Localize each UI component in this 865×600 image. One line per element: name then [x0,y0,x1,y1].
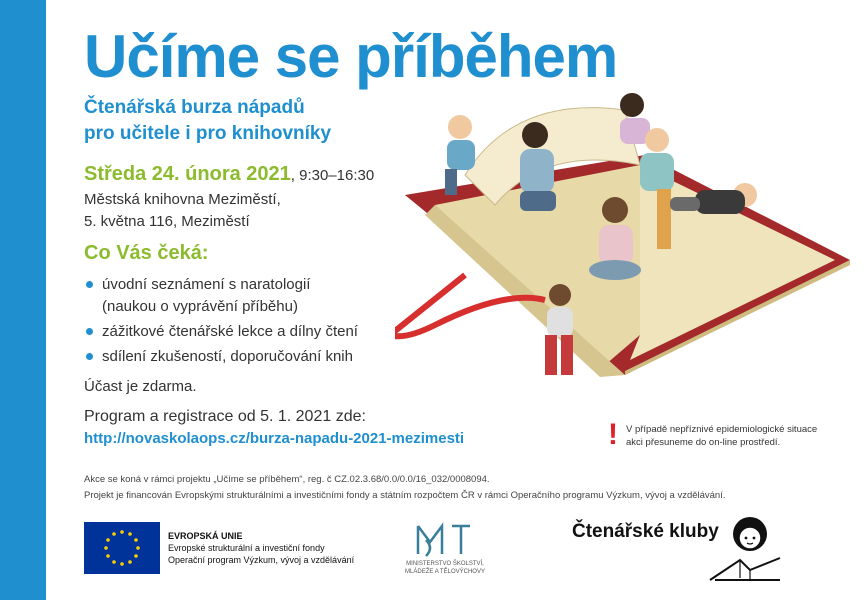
bullet-text: sdílení zkušeností, doporučování knih [102,348,353,365]
child-figure [445,115,475,195]
event-venue [84,189,281,233]
msmt-line-2: MLÁDEŽE A TĚLOVÝCHOVY [405,569,485,575]
eu-flag-logo [84,522,160,574]
eu-funds: Evropské strukturální a investiční fondy [168,543,325,553]
footer-line-1: Akce se koná v rámci projektu „Učíme se příběhem“, reg. č CZ.02.3.68/0.0/0.0/16_032/0008094. [84,474,490,485]
eu-name: EVROPSKÁ UNIE [168,531,243,541]
subtitle-line-1: Čtenářská burza nápadů [84,97,305,118]
event-date: Středa 24. února 2021 [84,163,291,185]
book-children-illustration [395,85,860,415]
bullet-text-continued: (naukou o vyprávění příběhu) [102,298,298,315]
poster-subtitle [84,95,331,147]
bullet-item [84,274,404,318]
epidemic-note-text [626,423,856,449]
reading-girl-icon [705,510,785,585]
eu-logo-text [168,530,354,566]
event-date-line [84,163,374,186]
note-line-2: akci přesuneme do on-line prostředí. [626,437,781,448]
eu-program: Operační program Výzkum, vývoj a vzdělávání [168,555,355,565]
program-bullet-list [84,274,404,371]
side-color-bar [0,0,46,600]
footer-line-2: Projekt je financován Evropskými strukturálními a investičními fondy a státním rozpočtem ČR v rámci Operačního programu Výzkum, vývoj a vzdělávání. [84,490,726,501]
msmt-line-1: MINISTERSTVO ŠKOLSTVÍ, [406,561,484,567]
reading-clubs-logo-text: Čtenářské kluby [572,521,719,542]
free-admission-note: Účast je zdarma. [84,378,197,395]
exclamation-icon: ! [608,418,618,451]
bullet-text: úvodní seznámení s naratologií [102,276,311,293]
venue-line-1: Městská knihovna Meziměstí, [84,191,281,208]
bullet-item [84,346,404,368]
bullet-dot-icon [86,328,93,335]
note-line-1: V případě nepříznivé epidemiologické situace [626,424,818,435]
bullet-item [84,321,404,343]
event-time: , 9:30–16:30 [290,167,375,184]
venue-line-2: 5. května 116, Meziměstí [84,213,250,230]
bullet-dot-icon [86,353,93,360]
msmt-caption [390,560,500,576]
poster-title: Učíme se příběhem [84,23,618,90]
registration-info: Program a registrace od 5. 1. 2021 zde: [84,408,366,425]
expect-heading: Co Vás čeká: [84,242,209,264]
subtitle-line-2: pro učitele i pro knihovníky [84,123,332,144]
bullet-text: zážitkové čtenářské lekce a dílny čtení [102,323,358,340]
bullet-dot-icon [86,281,93,288]
project-footer-text [84,472,844,504]
registration-link[interactable]: http://novaskolaops.cz/burza-napadu-2021-mezimesti [84,430,465,447]
